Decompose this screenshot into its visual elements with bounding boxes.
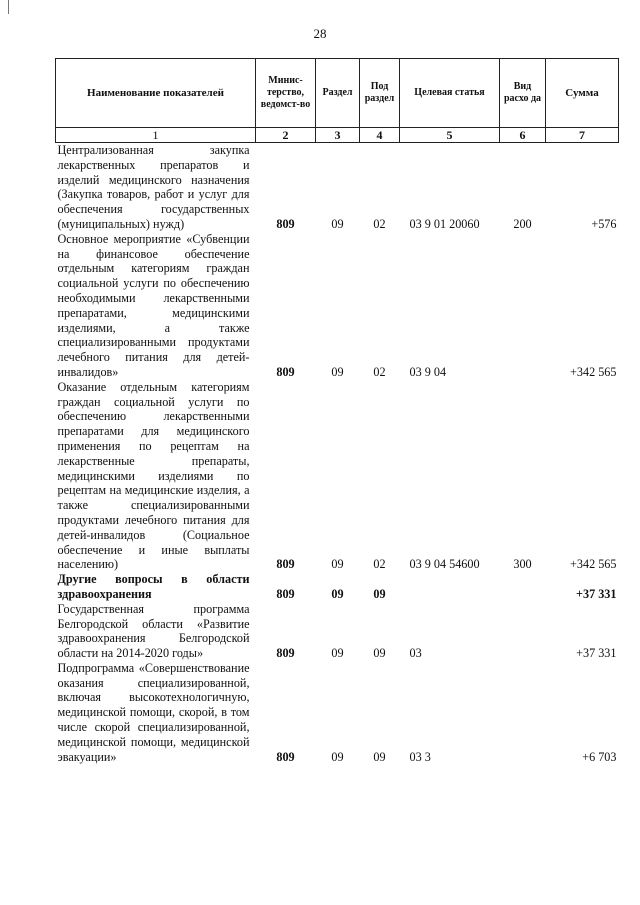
page-number: 28 xyxy=(313,26,327,41)
header-name: Наименование показателей xyxy=(56,59,256,128)
row-ministry-code: 809 xyxy=(276,646,295,661)
row-target-article xyxy=(400,572,500,602)
row-subsection-code: 09 xyxy=(373,646,386,661)
budget-table xyxy=(55,58,619,764)
header-expense-type: Вид расхо да xyxy=(500,59,546,128)
row-amount: +342 565 xyxy=(570,557,617,572)
row-name: Подпрограмма «Совершенствование оказания специализированной, включая высокотехнологичную, медицинской помощи, скорой, в том числе скорой специализированной, медицинской помощи, медицинской эвакуации» xyxy=(57,660,250,764)
column-number: 6 xyxy=(500,128,546,143)
header-target: Целевая статья xyxy=(400,59,500,128)
row-subsection-code: 09 xyxy=(373,749,386,764)
column-number: 2 xyxy=(256,128,316,143)
row-target-article: 03 9 04 54600 xyxy=(409,557,480,572)
row-name: Основное мероприятие «Субвенции на финансовое обеспечение отдельным категориям граждан социальной услуги по обеспечению необходимыми лекарственными препаратами, медицинскими изделиями, а также специализированными продуктами лечебного питания для детей-инвалидов» xyxy=(57,231,250,379)
row-ministry-code: 809 xyxy=(276,749,295,764)
column-number: 3 xyxy=(316,128,360,143)
header-section: Раздел xyxy=(316,59,360,128)
row-amount: +342 565 xyxy=(570,364,617,379)
table-row xyxy=(56,232,619,380)
row-name: Оказание отдельным категориям граждан социальной услуги по обеспечению лекарственными препаратами для медицинского применения по рецептам на лекарственные препараты, медицинскими изделиями по рецептам на медицинские изделия, а также специализированными продуктами лечебного питания для детей-инвалидов (Социальное обеспечение и иные выплаты населению) xyxy=(57,379,250,572)
row-expense-type: 300 xyxy=(513,557,532,572)
row-expense-type xyxy=(500,661,546,765)
row-expense-type xyxy=(500,572,546,602)
column-number: 7 xyxy=(546,128,619,143)
row-target-article: 03 9 01 20060 xyxy=(409,216,480,231)
row-name: Другие вопросы в области здравоохранения xyxy=(57,572,250,601)
row-subsection-code: 02 xyxy=(373,216,386,231)
row-amount: +37 331 xyxy=(576,646,617,661)
row-ministry-code: 809 xyxy=(276,216,295,231)
column-number: 4 xyxy=(360,128,400,143)
table-row xyxy=(56,572,619,602)
table-row xyxy=(56,661,619,765)
row-expense-type xyxy=(500,232,546,380)
column-number-row xyxy=(56,128,619,143)
row-target-article: 03 3 xyxy=(409,749,431,764)
row-expense-type xyxy=(500,602,546,661)
row-ministry-code: 809 xyxy=(276,586,295,601)
scan-edge-mark xyxy=(8,0,9,14)
row-name: Государственная программа Белгородской области «Развитие здравоохранения Белгородской области на 2014-2020 годы» xyxy=(57,601,250,661)
table-row xyxy=(56,143,619,232)
row-section-code: 09 xyxy=(331,216,344,231)
row-amount: +6 703 xyxy=(582,749,617,764)
row-section-code: 09 xyxy=(331,364,344,379)
row-amount: +37 331 xyxy=(576,586,617,601)
row-subsection-code: 09 xyxy=(373,586,386,601)
row-target-article: 03 9 04 xyxy=(409,364,447,379)
table-header-row xyxy=(56,59,619,128)
column-number: 5 xyxy=(400,128,500,143)
row-target-article: 03 xyxy=(409,646,422,661)
row-name: Централизованная закупка лекарственных препаратов и изделий медицинского назначения (Закупка товаров, работ и услуг для обеспечения государственных (муниципальных) нужд) xyxy=(57,143,250,231)
row-section-code: 09 xyxy=(331,749,344,764)
row-ministry-code: 809 xyxy=(276,364,295,379)
table-row xyxy=(56,380,619,572)
row-expense-type: 200 xyxy=(513,216,532,231)
row-subsection-code: 02 xyxy=(373,364,386,379)
table-row xyxy=(56,602,619,661)
row-section-code: 09 xyxy=(331,586,344,601)
row-subsection-code: 02 xyxy=(373,557,386,572)
header-ministry: Минис-терство, ведомст-во xyxy=(256,59,316,128)
row-ministry-code: 809 xyxy=(276,557,295,572)
header-subsection: Под раздел xyxy=(360,59,400,128)
row-section-code: 09 xyxy=(331,646,344,661)
row-amount: +576 xyxy=(591,216,617,231)
column-number: 1 xyxy=(56,128,256,143)
row-section-code: 09 xyxy=(331,557,344,572)
header-amount: Сумма xyxy=(546,59,619,128)
